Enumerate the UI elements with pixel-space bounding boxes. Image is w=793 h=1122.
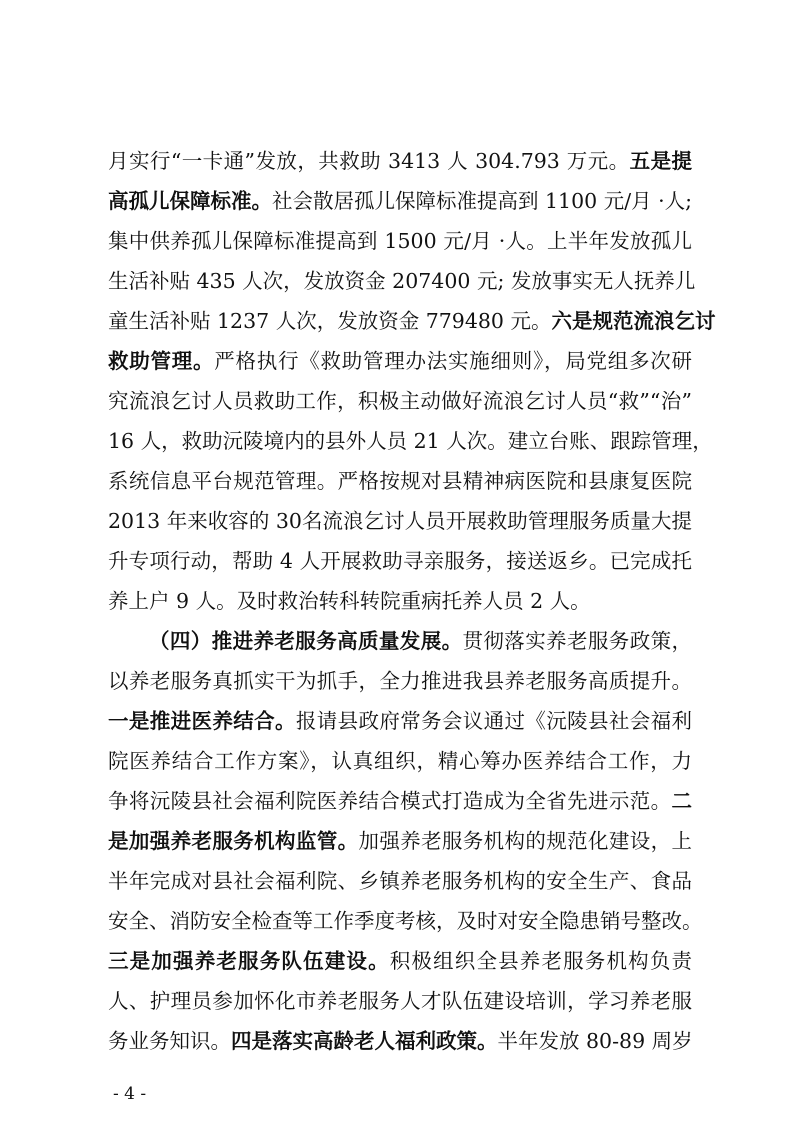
text-line-3: 集中供养孤儿保障标准提高到 1500 元/月 ·人。上半年发放孤儿: [108, 229, 692, 253]
text-line-9: 系统信息平台规范管理。严格按规对县精神病医院和县康复医院: [108, 469, 692, 493]
text-line-23-segment: 四是落实高龄老人福利政策。: [231, 1029, 498, 1053]
text-line-5: 童生活补贴 1237 人次，发放资金 779480 元。六是规范流浪乞讨: [108, 309, 716, 333]
text-line-23-segment: 务业务知识。: [108, 1029, 231, 1053]
text-line-7: 究流浪乞讨人员救助工作，积极主动做好流浪乞讨人员“救”“治”: [108, 389, 692, 413]
text-line-10: 2013 年来收容的 30名流浪乞讨人员开展救助管理服务质量大提: [108, 509, 692, 533]
text-line-16: 院医养结合工作方案》，认真组织，精心筹办医养结合工作，力: [108, 749, 692, 773]
text-line-17: 争将沅陵县社会福利院医养结合模式打造成为全省先进示范。二: [108, 789, 692, 813]
page-number: - 4 -: [113, 1084, 147, 1104]
text-line-20: 安全、消防安全检查等工作季度考核，及时对安全隐患销号整改。: [108, 909, 703, 933]
text-line-8: 16 人，救助沅陵境内的县外人员 21 人次。建立台账、跟踪管理，: [108, 429, 713, 453]
section-heading-line: （四）推进养老服务高质量发展。贯彻落实养老服务政策，: [149, 629, 692, 653]
text-line-6: 救助管理。严格执行《救助管理办法实施细则》，局党组多次研: [108, 349, 692, 373]
text-line-18: 是加强养老服务机构监管。加强养老服务机构的规范化建设，上: [108, 829, 693, 853]
text-line-23-segment: 半年发放 80-89 周岁: [497, 1029, 693, 1053]
text-line-19: 半年完成对县社会福利院、乡镇养老服务机构的安全生产、食品: [108, 869, 692, 893]
text-line-2: 高孤儿保障标准。社会散居孤儿保障标准提高到 1100 元/月 ·人;: [108, 189, 693, 213]
text-line-14: 以养老服务真抓实干为抓手，全力推进我县养老服务高质提升。: [108, 669, 692, 693]
text-line-15: 一是推进医养结合。报请县政府常务会议通过《沅陵县社会福利: [108, 709, 693, 733]
text-line-22: 人、护理员参加怀化市养老服务人才队伍建设培训，学习养老服: [108, 989, 692, 1013]
text-line-1: 月实行“一卡通”发放，共救助 3413 人 304.793 万元。五是提: [108, 149, 693, 173]
text-line-12: 养上户 9 人。及时救治转科转院重病托养人员 2 人。: [108, 589, 591, 613]
text-line-23: [108, 1021, 692, 1061]
text-line-4: 生活补贴 435 人次，发放资金 207400 元; 发放事实无人抚养儿: [108, 269, 696, 293]
text-line-21: 三是加强养老服务队伍建设。积极组织全县养老服务机构负责: [108, 949, 692, 973]
text-line-11: 升专项行动，帮助 4 人开展救助寻亲服务，接送返乡。已完成托: [108, 549, 692, 573]
